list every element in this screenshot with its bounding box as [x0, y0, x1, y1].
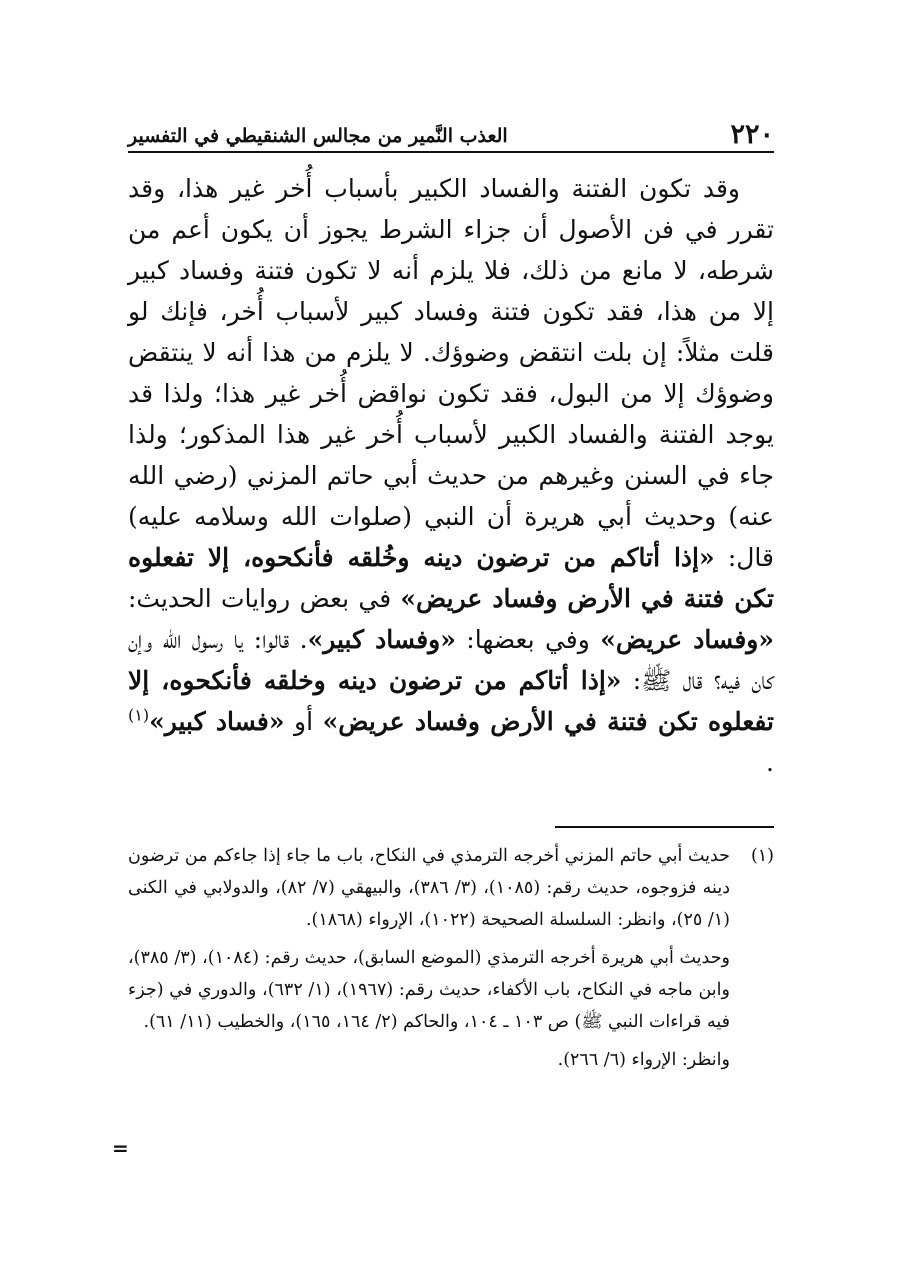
hadith-quote-5: «فساد كبير» — [149, 707, 285, 736]
hadith-quote-3: «وفساد كبير» — [307, 625, 456, 654]
main-paragraph — [128, 168, 774, 783]
connector-text-4: أو — [284, 707, 323, 736]
hadith-quote-4: «إذا أتاكم من ترضون دينه وخلقه فأنكحوه، إلا تفعلوه تكن فتنة في الأرض وفساد عريض» — [128, 666, 774, 736]
footnotes — [128, 840, 774, 1082]
connector-text-3: . قالوا: يا رسول الله وإن كان فيه؟ قال ﷺ: — [128, 625, 774, 695]
hadith-quote-1: «إذا أتاكم من ترضون دينه وخُلقه فأنكحوه، إلا تفعلوه تكن فتنة في الأرض وفساد عريض» — [128, 543, 774, 613]
footnote-1 — [128, 840, 774, 1076]
continuation-mark: = — [112, 1136, 129, 1160]
connector-text-2: وفي بعضها: — [455, 625, 601, 654]
footnote-separator — [555, 826, 774, 828]
footnote-number: (١) — [750, 846, 774, 866]
footnote-paragraph: وحديث أبي هريرة أخرجه الترمذي (الموضع السابق)، حديث رقم: (١٠٨٤)، (٣/ ٣٨٥)، وابن ماجه في النكاح، باب الأكفاء، حديث رقم: (١٩٦٧)، (١/ ٦٣٢)، والدوري في (جزء فيه قراءات النبي ﷺ) ص ١٠٣ ـ ١٠٤، والحاكم (٢/ ١٦٤، ١٦٥)، والخطيب (١١/ ٦١). — [128, 948, 730, 1032]
main-text — [128, 168, 774, 783]
page-number: ٢٢٠ — [730, 119, 774, 150]
connector-text-1: في بعض روايات الحديث: — [128, 584, 401, 613]
header-rule — [128, 151, 774, 153]
footnote-paragraph: حديث أبي حاتم المزني أخرجه الترمذي في النكاح، باب ما جاء إذا جاءكم من ترضون دينه فزوجوه، حديث رقم: (١٠٨٥)، (٣/ ٣٨٦)، والبيهقي (٧/ ٨٢)، والدولابي في الكنى (١/ ٢٥)، وانظر: السلسلة الصحيحة (١٠٢٢)، الإرواء (١٨٦٨). — [128, 846, 730, 930]
hadith-quote-2: «وفساد عريض» — [600, 625, 775, 654]
footnote-paragraph: وانظر: الإرواء (٦/ ٢٦٦). — [557, 1050, 730, 1070]
closing-period: . — [766, 748, 774, 777]
running-title: العذب النَّمير من مجالس الشنقيطي في التفسير — [128, 125, 508, 147]
footnote-reference[interactable]: (١) — [128, 705, 150, 725]
intro-text: وقد تكون الفتنة والفساد الكبير بأسباب أُخر غير هذا، وقد تقرر في فن الأصول أن جزاء الشرط يجوز أن يكون أعم من شرطه، لا مانع من ذلك، فلا يلزم أنه لا تكون فتنة وفساد كبير إلا من هذا، فقد تكون فتنة وفساد كبير لأسباب أُخر، فإنك لو قلت مثلاً: إن بلت انتقض وضوؤك. لا يلزم من هذا أنه لا ينتقض وضوؤك إلا من البول، فقد تكون نواقض أُخر غير هذا؛ ولذا قد يوجد الفتنة والفساد الكبير لأسباب أُخر غير هذا المذكور؛ ولذا جاء في السنن وغيرهم من حديث أبي حاتم المزني (رضي الله عنه) وحديث أبي هريرة أن النبي (صلوات الله وسلامه عليه) قال: — [128, 174, 774, 572]
page-header — [128, 108, 774, 148]
